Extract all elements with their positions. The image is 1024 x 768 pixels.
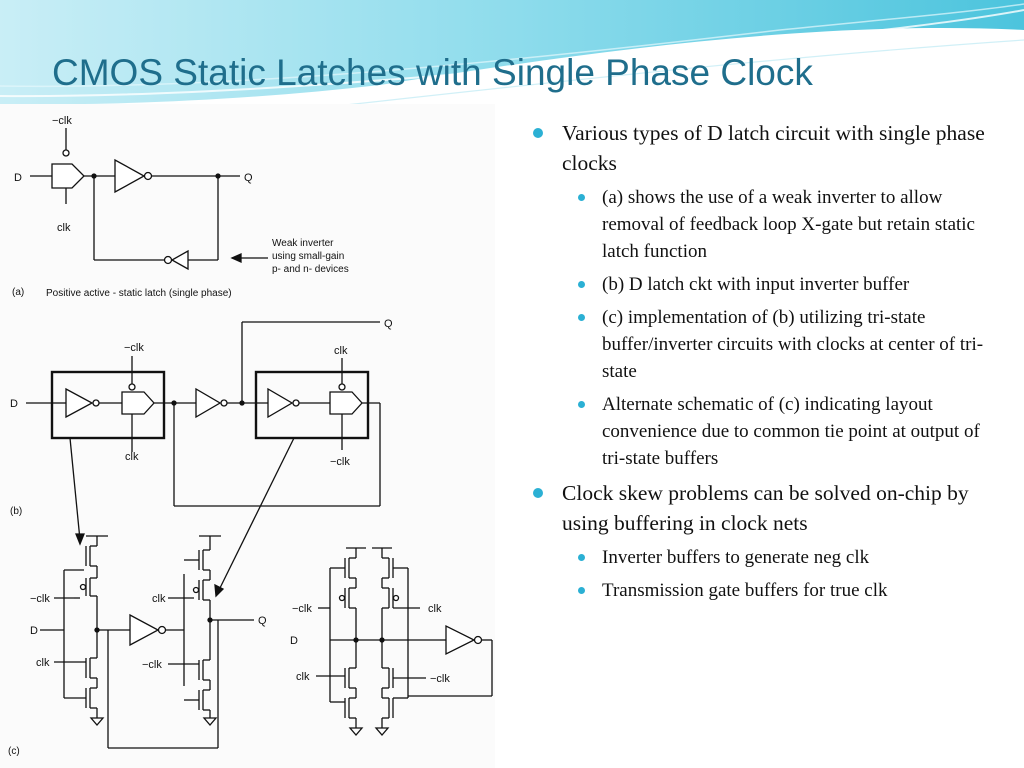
label-b-q: Q xyxy=(384,318,393,330)
label-a-weak-3: p- and n- devices xyxy=(272,264,349,275)
bullet-main: Various types of D latch circuit with single phase clocks xyxy=(528,118,998,178)
schematic-c-right xyxy=(316,548,492,735)
label-a-weak-2: using small-gain xyxy=(272,251,345,262)
label-c-clk-n-1: −clk xyxy=(30,593,50,605)
label-c-clk-1: clk xyxy=(36,657,50,669)
label-a-part: (a) xyxy=(12,287,25,298)
label-c-clk-n-2: −clk xyxy=(142,659,162,671)
label-c-q: Q xyxy=(258,615,267,627)
label-c-clk-2: clk xyxy=(152,593,166,605)
label-c-d-2: D xyxy=(290,635,298,647)
slide-title: CMOS Static Latches with Single Phase Clock xyxy=(52,52,813,93)
label-c-part: (c) xyxy=(8,746,20,757)
label-c-clk-n-4: −clk xyxy=(430,673,450,685)
bullet-sub: (b) D latch ckt with input inverter buffer xyxy=(528,271,998,298)
label-b-clk-1: clk xyxy=(125,451,139,463)
label-a-clk-n: −clk xyxy=(52,115,72,127)
label-a-d: D xyxy=(14,172,22,184)
label-c-clk-3: clk xyxy=(296,671,310,683)
label-c-d-1: D xyxy=(30,625,38,637)
label-b-clk-2: clk xyxy=(334,345,348,357)
label-c-clk-n-3: −clk xyxy=(292,603,312,615)
label-a-caption: Positive active - static latch (single phase) xyxy=(46,288,232,299)
label-b-d: D xyxy=(10,398,18,410)
bullet-main: Clock skew problems can be solved on-chip by using buffering in clock nets xyxy=(528,478,998,538)
label-b-part: (b) xyxy=(10,506,23,517)
label-a-weak-1: Weak inverter xyxy=(272,238,334,249)
bullet-sub: (c) implementation of (b) utilizing tri-state buffer/inverter circuits with clocks at center of tri-state xyxy=(528,304,998,385)
label-b-clk-n-1: −clk xyxy=(124,342,144,354)
label-b-clk-n-2: −clk xyxy=(330,456,350,468)
bullet-sub: Transmission gate buffers for true clk xyxy=(528,577,998,604)
label-a-clk: clk xyxy=(57,222,71,234)
latch-schematic-figure xyxy=(0,104,495,768)
schematic-c-left xyxy=(40,536,254,748)
bullet-sub: (a) shows the use of a weak inverter to allow removal of feedback loop X-gate but retain static latch function xyxy=(528,184,998,265)
label-a-q: Q xyxy=(244,172,253,184)
bullet-list xyxy=(528,118,998,610)
bullet-sub: Inverter buffers to generate neg clk xyxy=(528,544,998,571)
label-c-clk-4: clk xyxy=(428,603,442,615)
schematic-a xyxy=(30,128,268,269)
bullet-sub: Alternate schematic of (c) indicating layout convenience due to common tie point at output of tri-state buffers xyxy=(528,391,998,472)
